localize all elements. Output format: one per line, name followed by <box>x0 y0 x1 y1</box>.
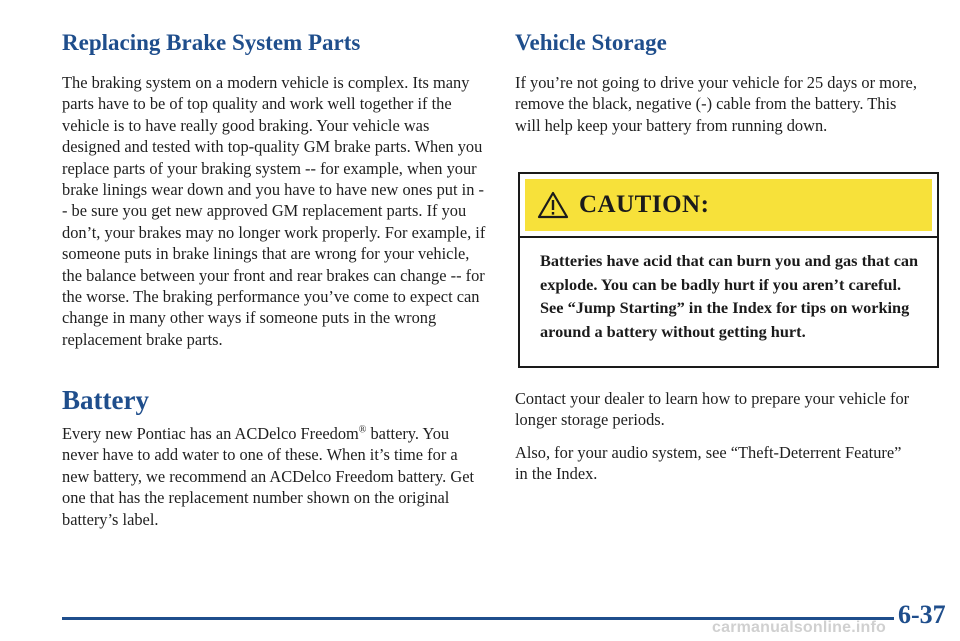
battery-text-part1: Every new Pontiac has an ACDelco Freedom <box>62 424 359 443</box>
watermark: carmanualsonline.info <box>712 619 887 636</box>
replacing-brake-paragraph: The braking system on a modern vehicle is complex. Its many parts have to be of top quality and work well together if the vehicle is to have really good braking. Your vehicle was designed and tested with top-quality GM brake parts. When you replace parts of your braking system -- for example, when your brake linings wear down and you have to have new ones put in -- be sure you get new approved GM replacement parts. If you don’t, your brakes may no longer work properly. For example, if someone puts in brake linings that are wrong for your vehicle, the balance between your front and rear brakes can change -- for the worse. The braking performance you’ve come to expect can change in many other ways if someone puts in the wrong replacement brake parts. <box>62 73 486 349</box>
replacing-brake-heading: Replacing Brake System Parts <box>62 30 361 55</box>
caution-box <box>518 172 939 368</box>
vehicle-storage-heading: Vehicle Storage <box>515 30 667 55</box>
page-number: 6-37 <box>898 600 946 629</box>
caution-divider <box>520 236 937 238</box>
caution-header <box>525 179 932 231</box>
warning-triangle-icon <box>537 191 569 219</box>
battery-text-part2: battery. You never have to add water to one of these. When it’s time for a new battery, we recommend an ACDelco Freedom battery. Get one that has the replacement number shown on the original battery’s label. <box>62 424 475 529</box>
caution-text: Batteries have acid that can burn you and gas that can explode. You can be badly hurt if you aren’t careful. See “Jump Starting” in the Index for tips on working around a battery without getting hurt. <box>540 251 919 341</box>
registered-mark: ® <box>358 424 367 436</box>
battery-heading: Battery <box>62 385 149 415</box>
audio-system-paragraph: Also, for your audio system, see “Theft-Deterrent Feature” in the Index. <box>515 443 902 484</box>
dealer-contact-paragraph: Contact your dealer to learn how to prepare your vehicle for longer storage periods. <box>515 389 910 430</box>
vehicle-storage-paragraph: If you’re not going to drive your vehicle for 25 days or more, remove the black, negative (-) cable from the battery. This will help keep your battery from running down. <box>515 73 917 135</box>
battery-paragraph <box>62 423 477 530</box>
caution-title: CAUTION: <box>579 191 710 218</box>
